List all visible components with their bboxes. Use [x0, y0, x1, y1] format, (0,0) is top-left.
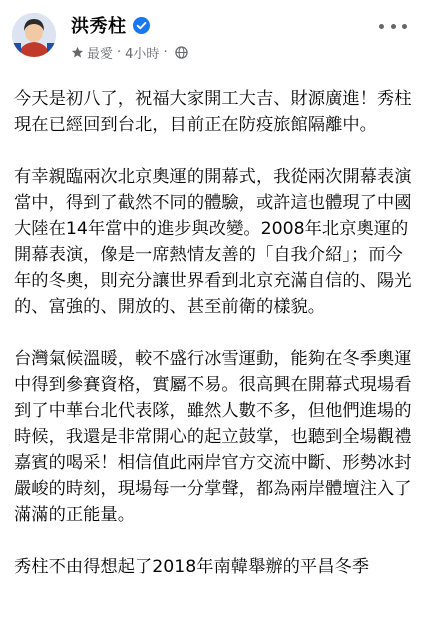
audience-label: 最愛 [87, 46, 114, 62]
post-time[interactable]: 4小時 [125, 46, 160, 62]
author-row [71, 13, 150, 37]
avatar-image [12, 13, 56, 57]
verified-badge-icon [133, 17, 150, 34]
author-avatar[interactable] [12, 13, 56, 57]
author-name[interactable]: 洪秀柱 [71, 16, 127, 37]
post-paragraph: 秀柱不由得想起了2018年南韓舉辦的平昌冬季 [14, 557, 370, 577]
more-options-icon[interactable] [379, 18, 407, 34]
post-text [14, 86, 414, 606]
post-paragraph: 台灣氣候溫暖，較不盛行冰雪運動，能夠在冬季奧運中得到參賽資格，實屬不易。很高興在開幕式現場看到了中華台北代表隊，雖然人數不多，但他們進場的時候，我還是非常開心的起立鼓掌，也聽到全場觀禮嘉賓的喝采！相信值此兩岸官方交流中斷、形勢冰封嚴峻的時刻，現場每一分掌聲，都為兩岸體壇注入了滿滿的正能量。 [14, 349, 412, 525]
post-paragraph: 有幸親臨兩次北京奧運的開幕式，我從兩次開幕表演當中，得到了截然不同的體驗，或許這也體現了中國大陸在14年當中的進步與改變。2008年北京奧運的開幕表演，像是一席熱情友善的「自我介紹」；而今年的冬奧，則充分讓世界看到北京充滿自信的、陽光的、富強的、開放的、甚至前衛的樣貌。 [14, 167, 412, 317]
meta-separator: · [117, 44, 122, 60]
globe-icon [175, 46, 188, 59]
post-meta [71, 42, 188, 62]
post-paragraph: 今天是初八了，祝福大家開工大吉、財源廣進！秀柱現在已經回到台北，目前正在防疫旅館隔離中。 [14, 89, 412, 135]
meta-separator: · [163, 44, 168, 60]
post-header [0, 0, 425, 72]
star-icon [71, 46, 84, 59]
